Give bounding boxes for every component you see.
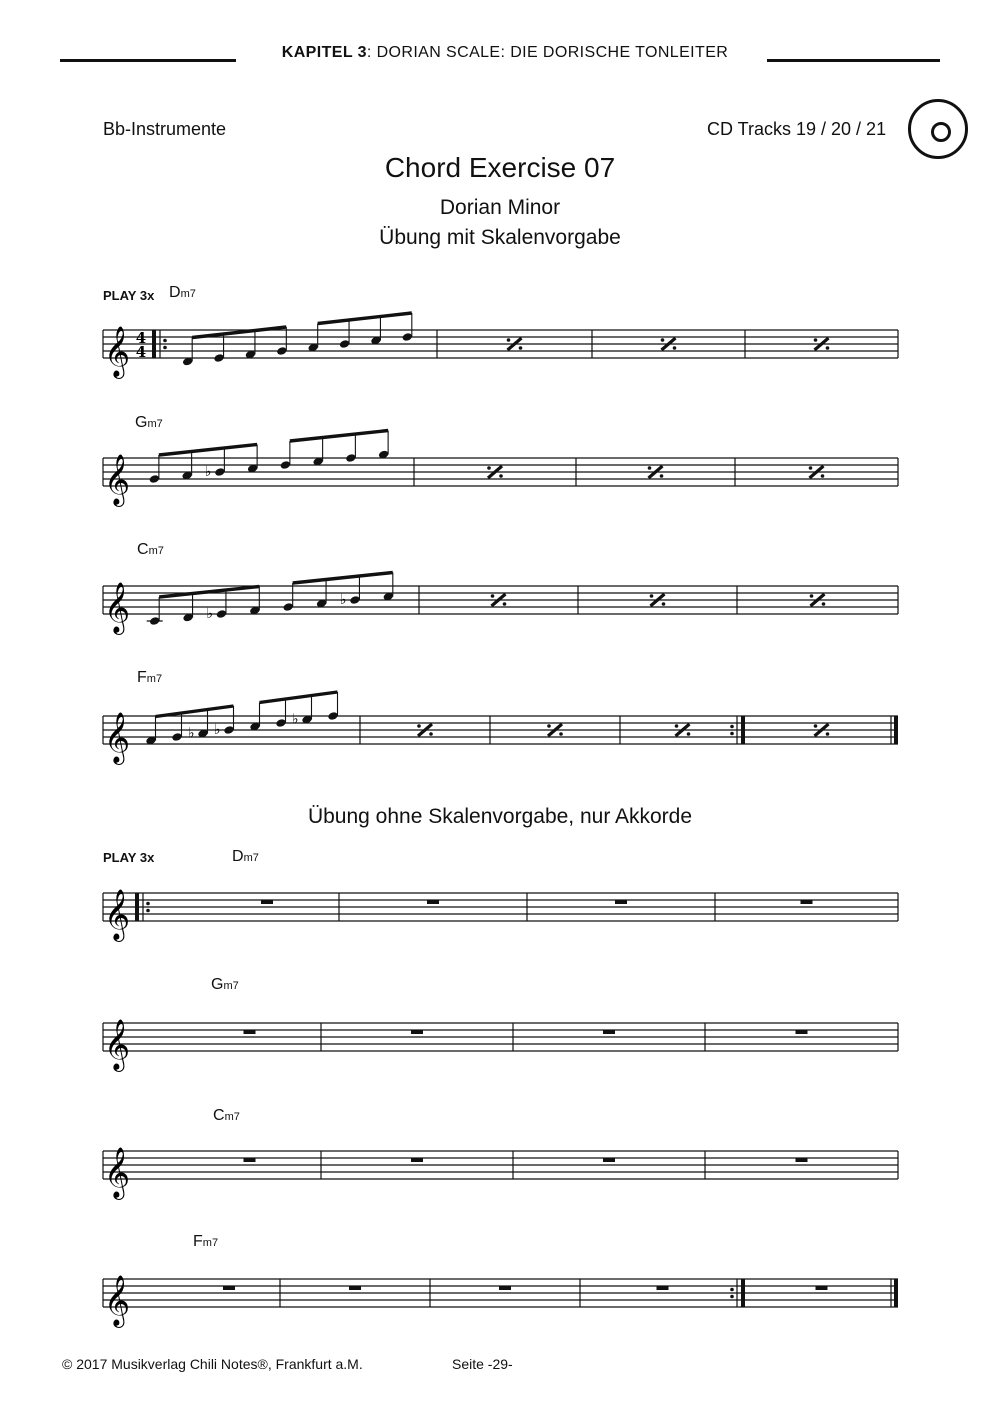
repeat-dot bbox=[146, 902, 150, 906]
treble-clef: 𝄞 bbox=[104, 454, 131, 505]
subtitle-dorian: Dorian Minor bbox=[439, 196, 561, 219]
note-beam bbox=[290, 431, 388, 442]
chord-symbol: Gm7 bbox=[135, 414, 163, 431]
treble-clef: 𝄞 bbox=[104, 1275, 131, 1326]
whole-rest bbox=[796, 1030, 808, 1034]
time-signature: 4 bbox=[135, 329, 147, 347]
chord-symbol: Fm7 bbox=[137, 669, 163, 686]
final-barline-thick bbox=[894, 716, 898, 744]
flat-sign: ♭ bbox=[292, 711, 299, 728]
header-rule-right bbox=[767, 59, 940, 62]
chord-symbol: Cm7 bbox=[137, 541, 164, 558]
repeat-dot bbox=[730, 725, 734, 729]
chord-symbol: Cm7 bbox=[213, 1107, 240, 1124]
chapter-prefix: KAPITEL 3 bbox=[281, 44, 367, 61]
whole-rest bbox=[244, 1158, 256, 1162]
staff-8 bbox=[0, 1266, 1000, 1326]
whole-rest bbox=[816, 1286, 828, 1290]
page-number: Seite -29- bbox=[452, 1356, 513, 1372]
whole-rest bbox=[223, 1286, 235, 1290]
chord-symbol: Gm7 bbox=[211, 976, 239, 993]
instrument-label: Bb-Instrumente bbox=[103, 119, 227, 139]
cd-tracks-label: CD Tracks 19 / 20 / 21 bbox=[707, 119, 887, 139]
flat-sign: ♭ bbox=[206, 606, 214, 622]
staff-6 bbox=[0, 1010, 1000, 1070]
repeat-dot bbox=[163, 339, 167, 343]
whole-rest bbox=[411, 1030, 423, 1034]
note-beam bbox=[293, 573, 393, 584]
staff-5 bbox=[0, 880, 1000, 940]
repeat-end-thick bbox=[741, 1279, 745, 1307]
note-beam bbox=[192, 327, 286, 338]
treble-clef: 𝄞 bbox=[104, 1019, 131, 1070]
treble-clef: 𝄞 bbox=[104, 582, 131, 633]
copyright: © 2017 Musikverlag Chili Notes®, Frankfurt a.M. bbox=[62, 1356, 363, 1372]
repeat-end-thick bbox=[741, 716, 745, 744]
staff-7 bbox=[0, 1138, 1000, 1198]
chord-symbol: Fm7 bbox=[193, 1233, 219, 1250]
flat-sign: ♭ bbox=[204, 464, 212, 480]
header-rule-left bbox=[60, 59, 236, 62]
chapter-header bbox=[240, 44, 770, 62]
whole-rest bbox=[261, 900, 273, 904]
note-beam bbox=[318, 313, 412, 324]
whole-rest bbox=[603, 1030, 615, 1034]
repeat-start-thick bbox=[152, 330, 156, 358]
whole-rest bbox=[796, 1158, 808, 1162]
flat-sign: ♭ bbox=[339, 592, 347, 608]
staff-3 bbox=[0, 573, 1000, 633]
repeat-dot bbox=[730, 1288, 734, 1292]
section2-title: Übung ohne Skalenvorgabe, nur Akkorde bbox=[307, 805, 693, 828]
whole-rest bbox=[244, 1030, 256, 1034]
time-signature: 4 bbox=[135, 343, 147, 361]
whole-rest bbox=[657, 1286, 669, 1290]
repeat-dot bbox=[730, 732, 734, 736]
repeat-dot bbox=[730, 1295, 734, 1299]
chord-symbol: Dm7 bbox=[169, 284, 196, 301]
flat-sign: ♭ bbox=[188, 725, 195, 742]
staff-1 bbox=[0, 317, 1000, 377]
note-beam bbox=[159, 587, 259, 598]
whole-rest bbox=[349, 1286, 361, 1290]
staff-2 bbox=[0, 445, 1000, 505]
chord-symbol: Dm7 bbox=[232, 848, 259, 865]
repeat-start-thick bbox=[135, 893, 139, 921]
whole-rest bbox=[427, 900, 439, 904]
final-barline-thick bbox=[894, 1279, 898, 1307]
play-label-2: PLAY 3x bbox=[103, 850, 155, 865]
play-label-1: PLAY 3x bbox=[103, 288, 155, 303]
whole-rest bbox=[603, 1158, 615, 1162]
whole-rest bbox=[499, 1286, 511, 1290]
flat-sign: ♭ bbox=[214, 722, 221, 738]
treble-clef: 𝄞 bbox=[104, 712, 131, 763]
treble-clef: 𝄞 bbox=[104, 889, 131, 940]
staff-4 bbox=[0, 703, 1000, 763]
note-beam bbox=[156, 706, 234, 717]
repeat-dot bbox=[163, 346, 167, 350]
subtitle-exercise: Übung mit Skalenvorgabe bbox=[379, 226, 621, 249]
note-beam bbox=[260, 692, 338, 703]
chapter-title: : DORIAN SCALE: DIE DORISCHE TONLEITER bbox=[366, 44, 729, 61]
page-title: Chord Exercise 07 bbox=[384, 152, 616, 183]
treble-clef: 𝄞 bbox=[104, 1147, 131, 1198]
whole-rest bbox=[801, 900, 813, 904]
whole-rest bbox=[615, 900, 627, 904]
whole-rest bbox=[411, 1158, 423, 1162]
cd-icon bbox=[908, 99, 968, 159]
repeat-dot bbox=[146, 909, 150, 913]
note-beam bbox=[159, 445, 257, 456]
treble-clef: 𝄞 bbox=[104, 326, 131, 377]
